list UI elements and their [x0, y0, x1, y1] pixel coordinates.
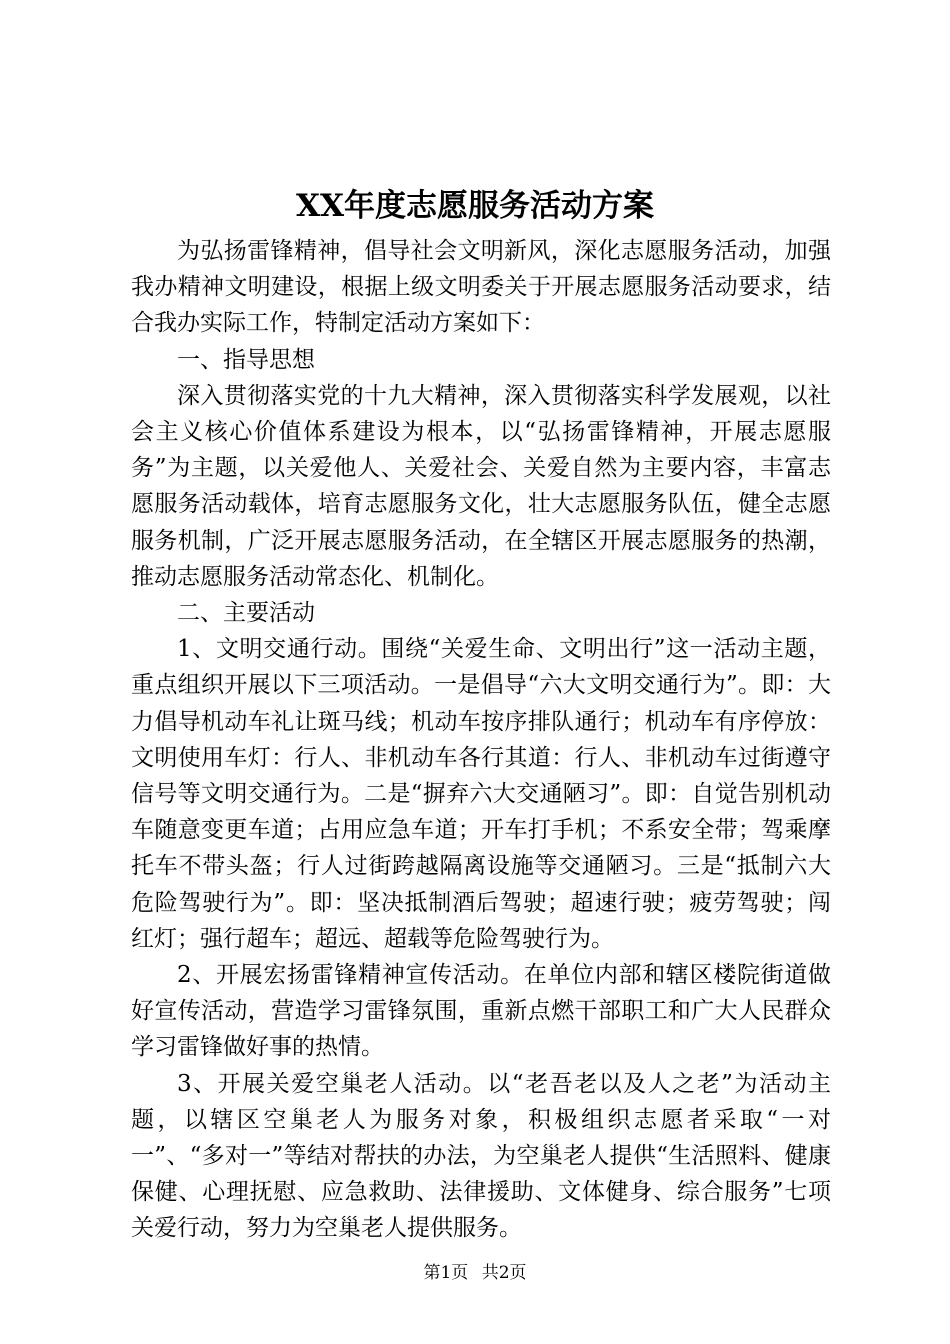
activity-3-paragraph: 3、开展关爱空巢老人活动。以“老吾老以及人之老”为活动主题，以辖区空巢老人为服务对象，积极组织志愿者采取“一对一”、“多对一”等结对帮扶的办法，为空巢老人提供“生活照料、健康保健、心理抚慰、应急救助、法律援助、文体健身、综合服务”七项关爱行动，努力为空巢老人提供服务。 — [131, 1070, 831, 1242]
document-title: XX年度志愿服务活动方案 — [295, 188, 655, 224]
section-heading-main-activities: 二、主要活动 — [177, 600, 315, 627]
page-number-total: 共2页 — [481, 1263, 527, 1283]
section-heading-guiding-thought: 一、指导思想 — [177, 346, 315, 373]
activity-2-paragraph: 2、开展宏扬雷锋精神宣传活动。在单位内部和辖区楼院街道做好宣传活动，营造学习雷锋氛围，重新点燃干部职工和广大人民群众学习雷锋做好事的热情。 — [131, 962, 831, 1061]
document-body — [131, 233, 831, 1247]
page-footer — [0, 1262, 950, 1284]
intro-paragraph: 为弘扬雷锋精神，倡导社会文明新风，深化志愿服务活动，加强我办精神文明建设，根据上级文明委关于开展志愿服务活动要求，结合我办实际工作，特制定活动方案如下： — [131, 238, 831, 337]
page-number-current: 第1页 — [423, 1263, 469, 1283]
guiding-thought-paragraph: 深入贯彻落实党的十九大精神，深入贯彻落实科学发展观，以社会主义核心价值体系建设为根本，以“弘扬雷锋精神，开展志愿服务”为主题，以关爱他人、关爱社会、关爱自然为主要内容，丰富志愿服务活动载体，培育志愿服务文化，壮大志愿服务队伍，健全志愿服务机制，广泛开展志愿服务活动，在全辖区开展志愿服务的热潮，推动志愿服务活动常态化、机制化。 — [131, 382, 831, 590]
activity-1-paragraph: 1、文明交通行动。围绕“关爱生命、文明出行”这一活动主题，重点组织开展以下三项活动。一是倡导“六大文明交通行为”。即：大力倡导机动车礼让斑马线；机动车按序排队通行；机动车有序停放：文明使用车灯：行人、非机动车各行其道：行人、非机动车过街遵守信号等文明交通行为。二是“摒弃六大交通陋习”。即：自觉告别机动车随意变更车道；占用应急车道；开车打手机；不系安全带；驾乘摩托车不带头盔；行人过街跨越隔离设施等交通陋习。三是“抵制六大危险驾驶行为”。即：坚决抵制酒后驾驶；超速行驶；疲劳驾驶；闯红灯；强行超车；超远、超载等危险驾驶行为。 — [131, 636, 831, 952]
